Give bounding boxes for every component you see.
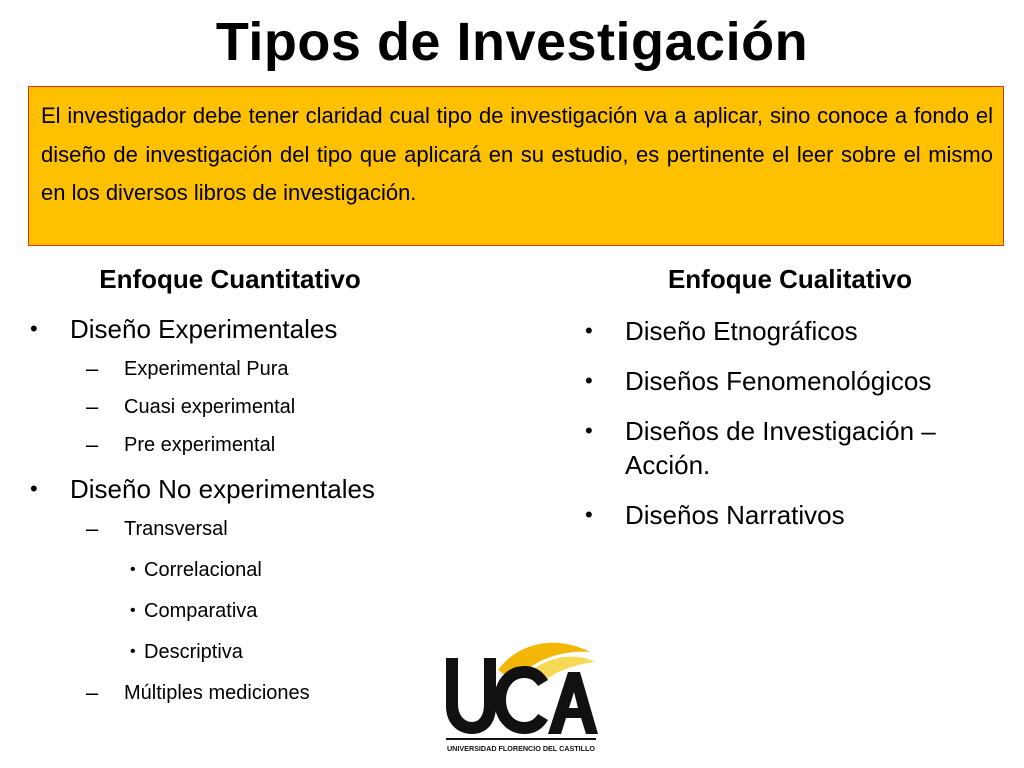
list-item-label: Diseño Experimentales	[70, 314, 338, 344]
list-item	[30, 394, 550, 420]
bullet-icon: •	[130, 602, 136, 619]
logo-divider	[446, 738, 596, 740]
list-item-label: Diseños Fenomenológicos	[625, 366, 932, 396]
list-item	[30, 516, 550, 542]
logo-letter-u	[446, 658, 496, 734]
university-logo	[440, 640, 598, 758]
list-item	[30, 598, 550, 624]
list-item	[585, 364, 1015, 398]
intro-callout: El investigador debe tener claridad cual tipo de investigación va a aplicar, sino conoce a fondo el diseño de investigación del tipo que aplicará en su estudio, es pertinente el leer sobre el mismo en los diversos libros de investigación.	[28, 86, 1004, 246]
bullet-icon: •	[30, 316, 38, 341]
logo-caption: UNIVERSIDAD FLORENCIO DEL CASTILLO	[446, 744, 596, 753]
bullet-icon: •	[585, 368, 593, 393]
bullet-icon: •	[585, 418, 593, 443]
list-item-label: Diseños Narrativos	[625, 500, 845, 530]
list-item	[585, 498, 1015, 532]
list-item-label: Diseño No experimentales	[70, 474, 375, 504]
list-item-label: Múltiples mediciones	[124, 682, 310, 704]
list-item	[30, 356, 550, 382]
list-item-label: Pre experimental	[124, 434, 276, 456]
dash-icon: –	[86, 680, 99, 705]
dash-icon: –	[86, 394, 99, 419]
bullet-icon: •	[585, 318, 593, 343]
dash-icon: –	[86, 356, 99, 381]
list-item	[585, 414, 1015, 482]
list-item-label: Diseño Etnográficos	[625, 316, 858, 346]
dash-icon: –	[86, 516, 99, 541]
list-item-label: Cuasi experimental	[124, 396, 296, 418]
bullet-icon: •	[130, 561, 136, 578]
list-item	[30, 472, 550, 506]
logo-letter-c	[494, 666, 548, 734]
list-item-label: Descriptiva	[144, 641, 243, 663]
page-title: Tipos de Investigación	[215, 12, 809, 72]
list-item-label: Transversal	[124, 518, 228, 540]
bullet-icon: •	[130, 643, 136, 660]
list-item	[30, 312, 550, 346]
logo-letter-a	[548, 672, 598, 734]
dash-icon: –	[86, 432, 99, 457]
bullet-icon: •	[30, 476, 38, 501]
bullet-icon: •	[585, 502, 593, 527]
list-item-label: Diseños de Investigación – Acción.	[625, 416, 936, 480]
quantitative-heading: Enfoque Cuantitativo	[99, 264, 361, 294]
list-item	[30, 432, 550, 458]
list-item	[30, 557, 550, 583]
list-item	[585, 314, 1015, 348]
list-item-label: Experimental Pura	[124, 358, 289, 380]
list-item-label: Correlacional	[144, 559, 262, 581]
qualitative-list	[585, 312, 1015, 532]
list-item-label: Comparativa	[144, 600, 258, 622]
qualitative-heading: Enfoque Cualitativo	[667, 264, 913, 294]
